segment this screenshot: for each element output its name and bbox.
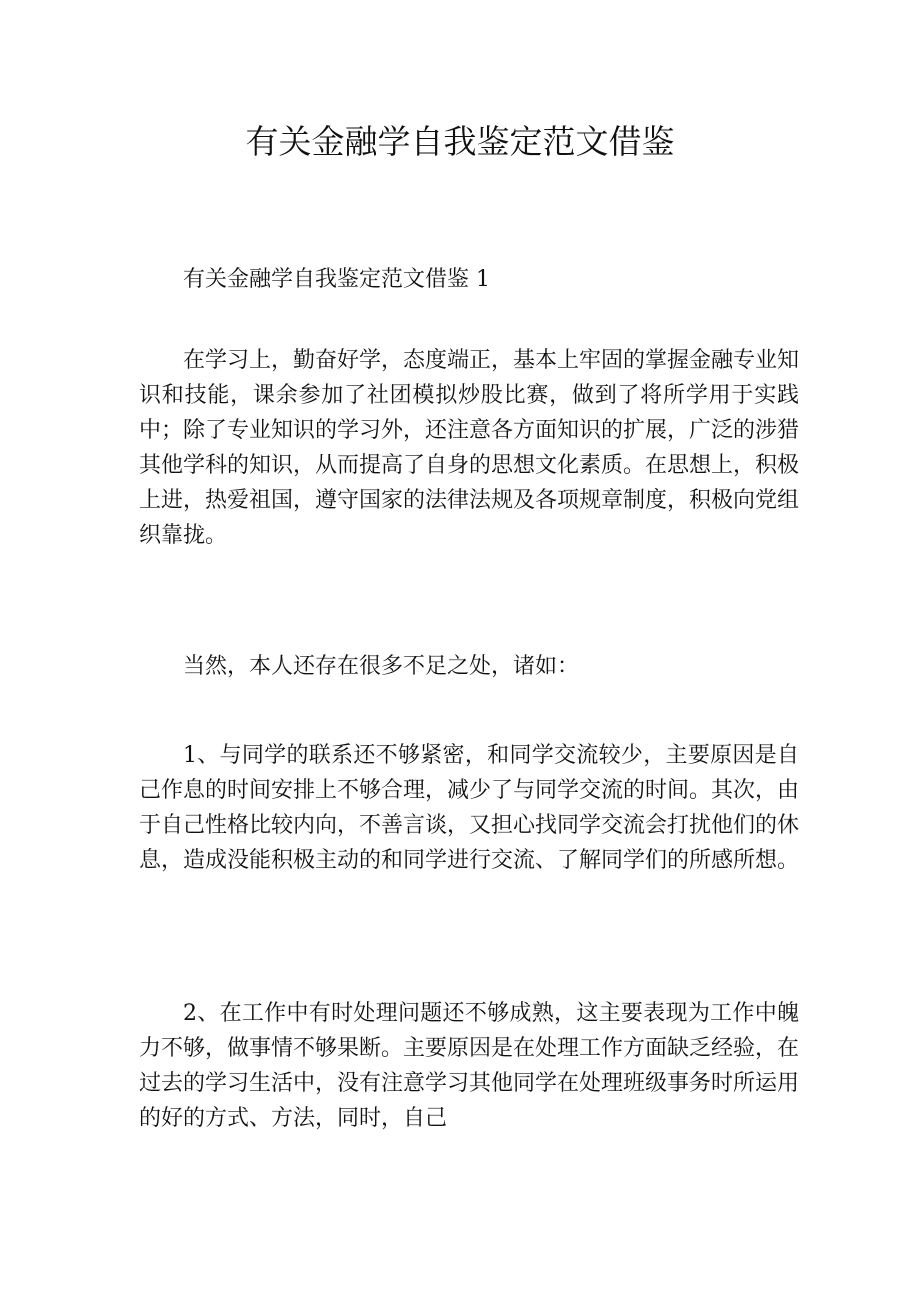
paragraph-shortcoming-1: 1、与同学的联系还不够紧密，和同学交流较少，主要原因是自己作息的时间安排上不够合理，减少了与同学交流的时间。其次，由于自己性格比较内向，不善言谈，又担心找同学交流会打扰他们的休息，造成没能积极主动的和同学进行交流、了解同学们的所感所想。 xyxy=(139,743,800,873)
document-title: 有关金融学自我鉴定范文借鉴 xyxy=(245,122,675,161)
paragraph-shortcomings-intro: 当然，本人还存在很多不足之处，诸如： xyxy=(183,654,580,679)
section-heading: 有关金融学自我鉴定范文借鉴 1 xyxy=(183,267,490,292)
paragraph-shortcoming-2: 2、在工作中有时处理问题还不够成熟，这主要表现为工作中魄力不够，做事情不够果断。主要原因是在处理工作方面缺乏经验，在过去的学习生活中，没有注意学习其他同学在处理班级事务时所运用的好的方式、方法，同时，自己 xyxy=(139,1001,800,1131)
paragraph-study-and-thought: 在学习上，勤奋好学，态度端正，基本上牢固的掌握金融专业知识和技能，课余参加了社团模拟炒股比赛，做到了将所学用于实践中；除了专业知识的学习外，还注意各方面知识的扩展，广泛的涉猎其他学科的知识，从而提高了自身的思想文化素质。在思想上，积极上进，热爱祖国，遵守国家的法律法规及各项规章制度，积极向党组织靠拢。 xyxy=(139,348,800,548)
